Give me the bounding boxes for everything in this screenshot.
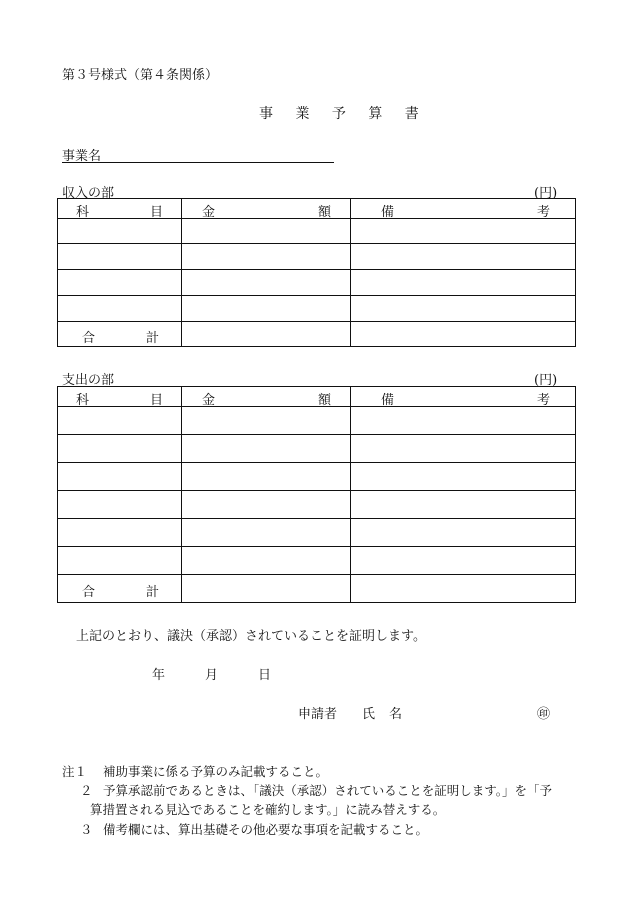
document-title: 事 業 予 算 書: [259, 106, 428, 122]
project-name-line: [62, 162, 334, 163]
expense-header-remarks-b: 考: [537, 393, 551, 408]
table-row: [58, 270, 576, 296]
applicant-name-b: 名: [389, 707, 403, 722]
income-header-amount-b: 額: [318, 205, 332, 220]
note-1-text: 補助事業に係る予算のみ記載すること。: [103, 764, 329, 779]
table-row: [58, 296, 576, 322]
form-number: 第３号様式（第４条関係）: [62, 68, 219, 83]
table-row: [58, 219, 576, 244]
date-year: 年: [152, 668, 166, 683]
table-row: [58, 547, 576, 575]
date-month: 月: [205, 668, 219, 683]
date-day: 日: [258, 668, 272, 683]
table-row: [58, 244, 576, 270]
expense-header-item-b: 目: [150, 393, 164, 408]
income-section-label: 収入の部: [62, 186, 115, 201]
income-total-a: 合: [82, 331, 96, 346]
expense-total-b: 計: [146, 585, 160, 600]
expense-table: [57, 386, 576, 603]
table-row: [58, 407, 576, 435]
income-header-remarks-b: 考: [537, 205, 551, 220]
certification-statement: 上記のとおり、議決（承認）されていることを証明します。: [76, 629, 426, 644]
income-table: [57, 198, 576, 347]
table-row: [58, 519, 576, 547]
income-header-remarks-a: 備: [381, 205, 395, 220]
table-row: [58, 463, 576, 491]
expense-section-label: 支出の部: [62, 373, 115, 388]
note-1-head: 注１: [62, 764, 88, 779]
note-2-line-1: 予算承認前であるときは、「議決（承認）されていることを証明します。」を「予: [103, 783, 553, 798]
income-header-item-a: 科: [76, 205, 90, 220]
applicant-name-a: 氏: [362, 707, 376, 722]
expense-total-row: [58, 575, 576, 603]
income-header-item-b: 目: [150, 205, 164, 220]
note-2-line-2: 算措置される見込であることを確約します。」に読み替えする。: [90, 802, 446, 817]
note-3-text: 備考欄には、算出基礎その他必要な事項を記載すること。: [103, 822, 429, 837]
expense-unit: (円): [534, 373, 558, 388]
income-unit: (円): [534, 186, 558, 201]
project-name-label: 事業名: [62, 149, 102, 164]
income-total-b: 計: [146, 331, 160, 346]
income-header-amount-a: 金: [202, 205, 216, 220]
seal-mark: ㊞: [537, 707, 551, 722]
table-row: [58, 491, 576, 519]
applicant-label: 申請者: [298, 707, 338, 722]
expense-total-a: 合: [82, 585, 96, 600]
expense-header-row: [58, 387, 576, 407]
income-total-row: [58, 322, 576, 347]
table-row: [58, 435, 576, 463]
note-2-head: ２: [80, 783, 93, 798]
income-header-row: [58, 199, 576, 219]
expense-header-item-a: 科: [76, 393, 90, 408]
expense-header-remarks-a: 備: [381, 393, 395, 408]
expense-header-amount-b: 額: [318, 393, 332, 408]
expense-header-amount-a: 金: [202, 393, 216, 408]
note-3-head: ３: [80, 822, 93, 837]
